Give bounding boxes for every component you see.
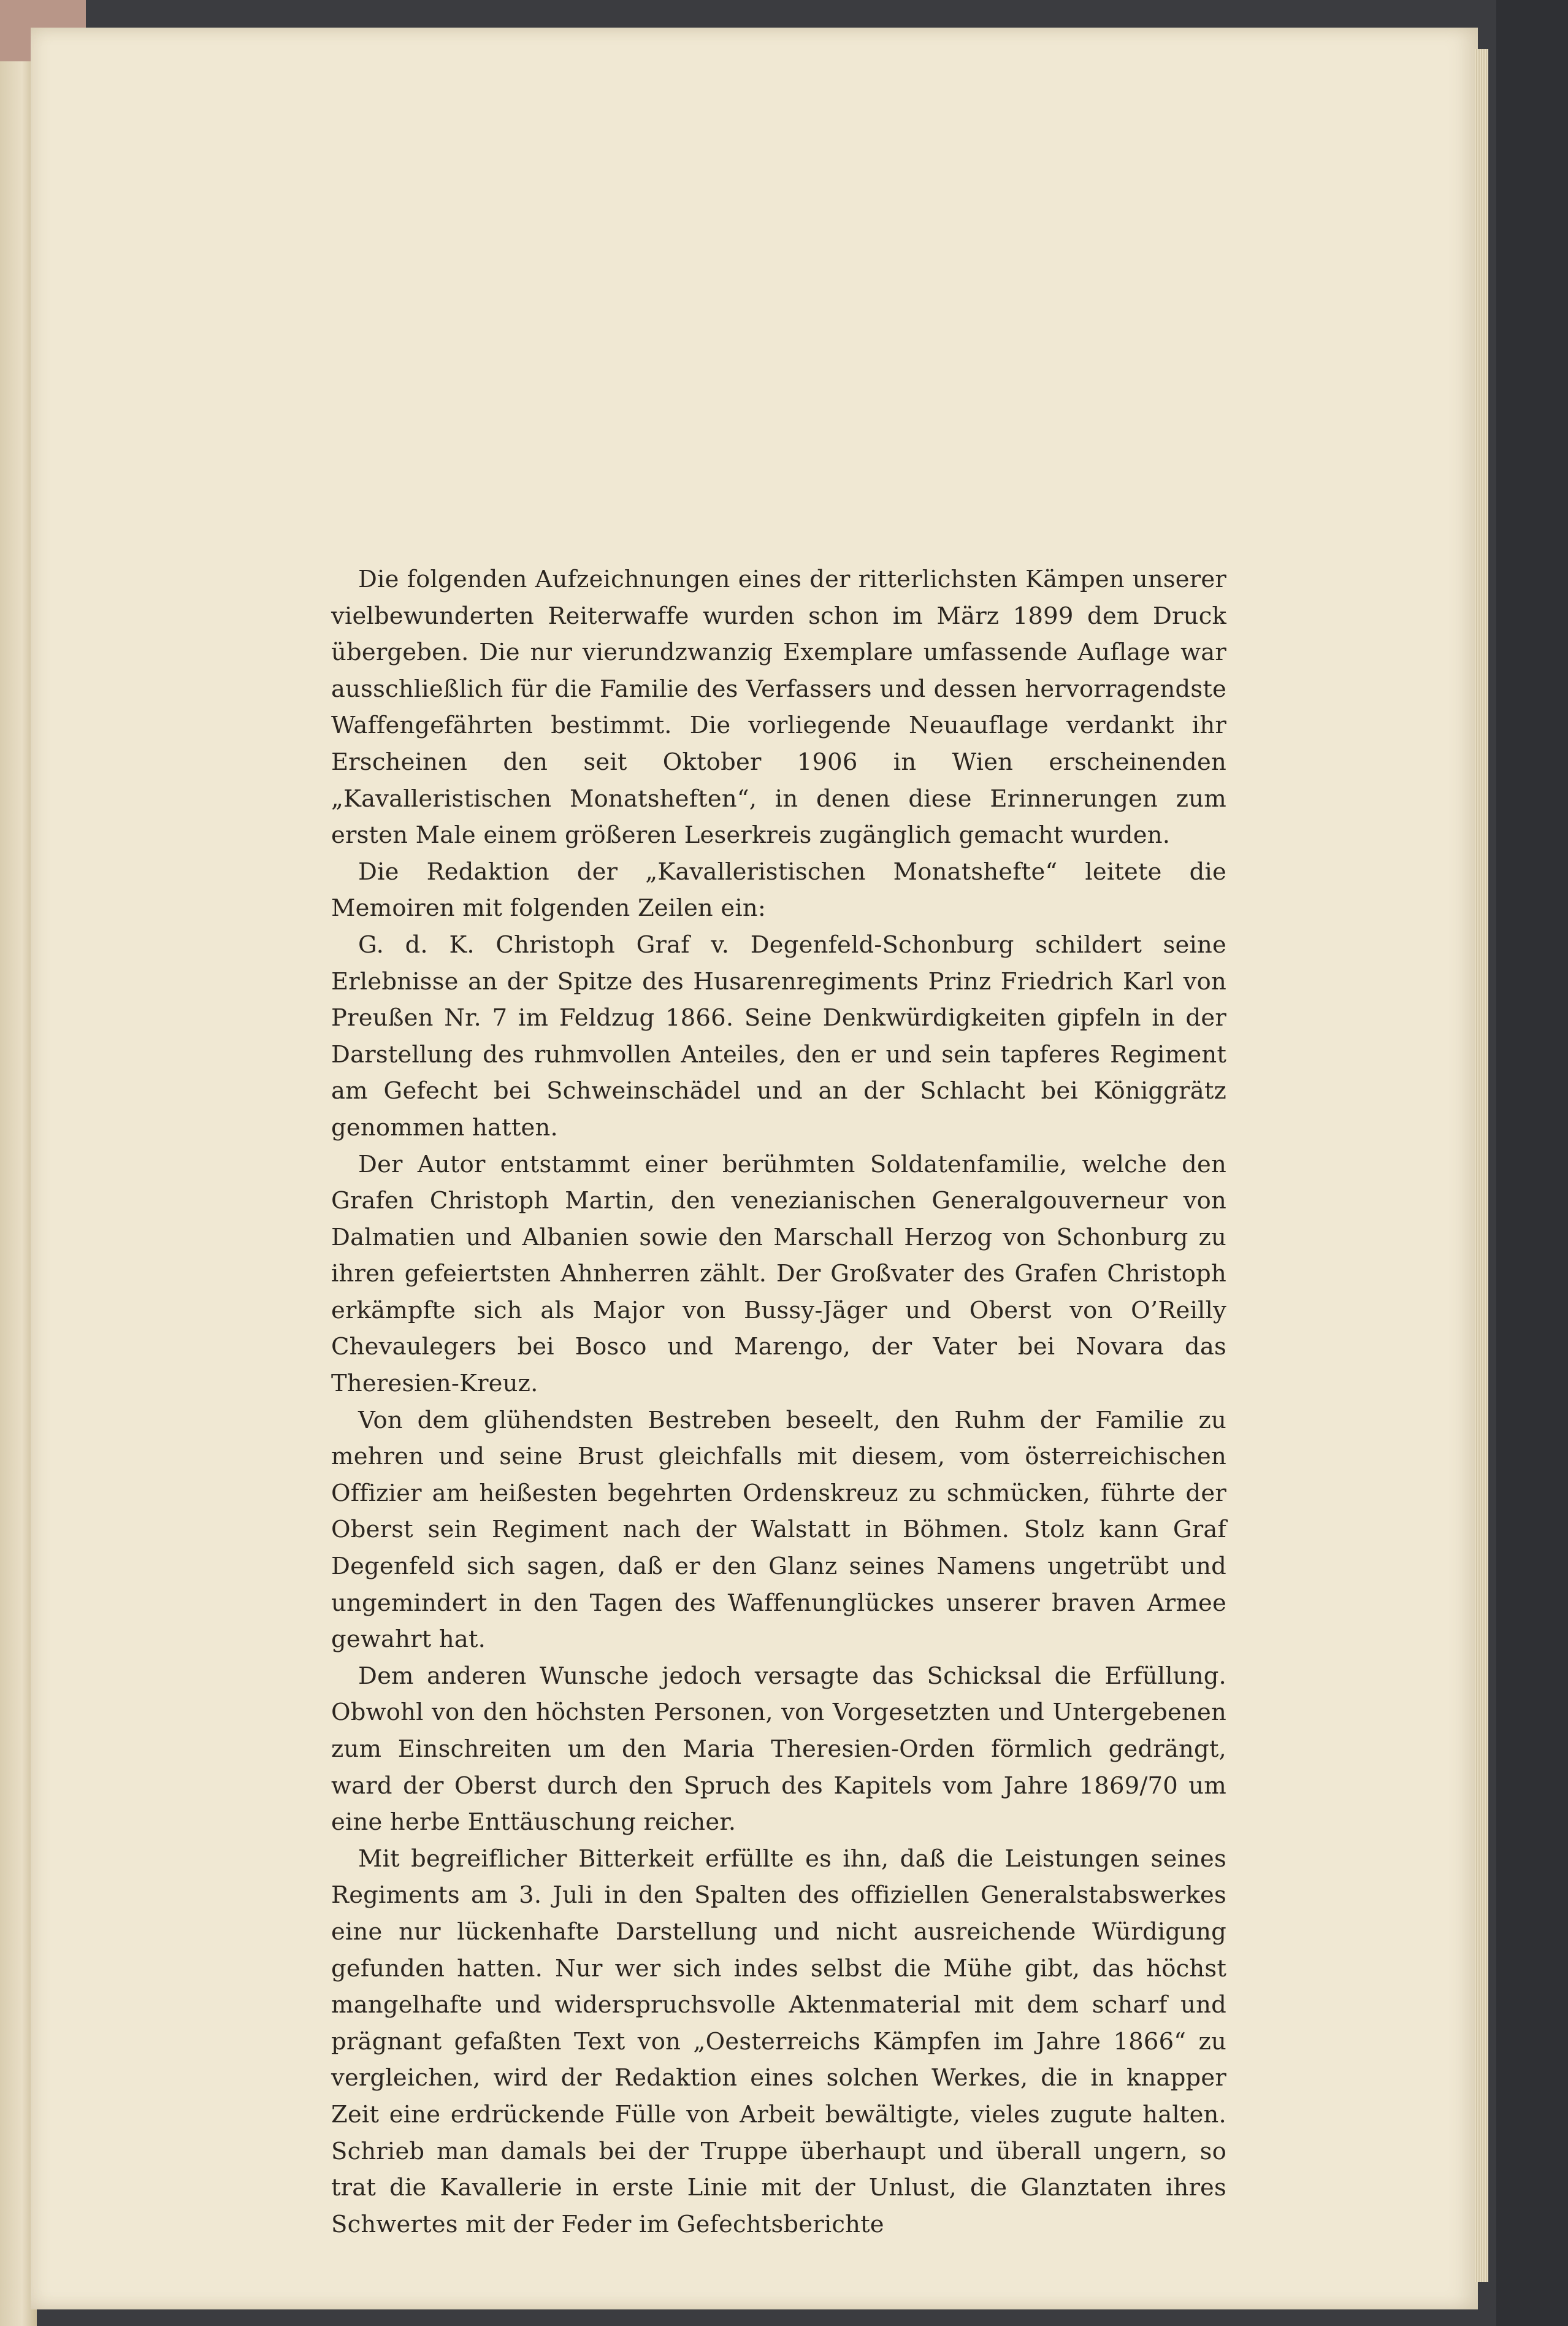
paragraph: Von dem glühendsten Bestreben beseelt, den Ruhm der Familie zu mehren und seine Brust gleichfalls mit diesem, vom österreichischen Offizier am heißesten begehrten Ordenskreuz zu schmücken, führte der Oberst sein Regiment nach der Walstatt in Böhmen. Stolz kann Graf Degenfeld sich sagen, daß er den Glanz seines Namens ungetrübt und ungemindert in den Tagen des Waffenunglückes unserer braven Armee gewahrt hat. [331, 1406, 1226, 1654]
page-fore-edge [1475, 49, 1488, 2282]
paragraph: Mit begreiflicher Bitterkeit erfüllte es ihn, daß die Leistungen seines Regiments am 3. Juli in den Spalten des offiziellen Generalstabswerkes eine nur lückenhafte Darstellung und nicht ausreichende Würdigung gefunden hatten. Nur wer sich indes selbst die Mühe gibt, das höchst mangelhafte und widerspruchsvolle Aktenmaterial mit dem scharf und prägnant gefaßten Text von „Oesterreichs Kämpfen im Jahre 1866“ zu vergleichen, wird der Redaktion eines solchen Werkes, die in knapper Zeit eine erdrückende Fülle von Arbeit bewältigte, vieles zugute halten. Schrieb man damals bei der Truppe überhaupt und überall ungern, so trat die Kavallerie in erste Linie mit der Unlust, die Glanztaten ihres Schwertes mit der Feder im Gefechtsberichte [331, 1844, 1226, 2238]
body-text [331, 561, 1226, 2243]
paragraph: Der Autor entstammt einer berühmten Soldatenfamilie, welche den Grafen Christoph Martin, den venezianischen Generalgouverneur von Dalmatien und Albanien sowie den Marschall Herzog von Schonburg zu ihren gefeiertsten Ahnherren zählt. Der Großvater des Grafen Christoph erkämpfte sich als Major von Bussy-Jäger und Oberst von O’Reilly Chevaulegers bei Bosco und Marengo, der Vater bei Novara das Theresien-Kreuz. [331, 1150, 1226, 1398]
paragraph: G. d. K. Christoph Graf v. Degenfeld-Schonburg schildert seine Erlebnisse an der Spitze des Husarenregiments Prinz Friedrich Karl von Preußen Nr. 7 im Feldzug 1866. Seine Denkwürdigkeiten gipfeln in der Darstellung des ruhmvollen Anteiles, den er und sein tapferes Regiment am Gefecht bei Schweinschädel und an der Schlacht bei Königgrätz genommen hatten. [331, 931, 1226, 1142]
paragraph: Die Redaktion der „Kavalleristischen Monatshefte“ leitete die Memoiren mit folgenden Zeilen ein: [331, 858, 1226, 923]
book-cover-right [1496, 0, 1568, 2326]
paragraph: Die folgenden Aufzeichnungen eines der ritterlichsten Kämpen unserer vielbewunderten Reiterwaffe wurden schon im März 1899 dem Druck übergeben. Die nur vierundzwanzig Exemplare umfassende Auflage war ausschließlich für die Familie des Verfassers und dessen hervorragendste Waffengefährten bestimmt. Die vorliegende Neuauflage verdankt ihr Erscheinen den seit Oktober 1906 in Wien erscheinenden „Kavalleristischen Monatsheften“, in denen diese Erinnerungen zum ersten Male einem größeren Leserkreis zugänglich gemacht wurden. [331, 566, 1226, 850]
paragraph: Dem anderen Wunsche jedoch versagte das Schicksal die Erfüllung. Obwohl von den höchsten Personen, von Vorgesetzten und Untergebenen zum Einschreiten um den Maria Theresien-Orden förmlich gedrängt, ward der Oberst durch den Spruch des Kapitels vom Jahre 1869/70 um eine herbe Enttäuschung reicher. [331, 1662, 1226, 1837]
